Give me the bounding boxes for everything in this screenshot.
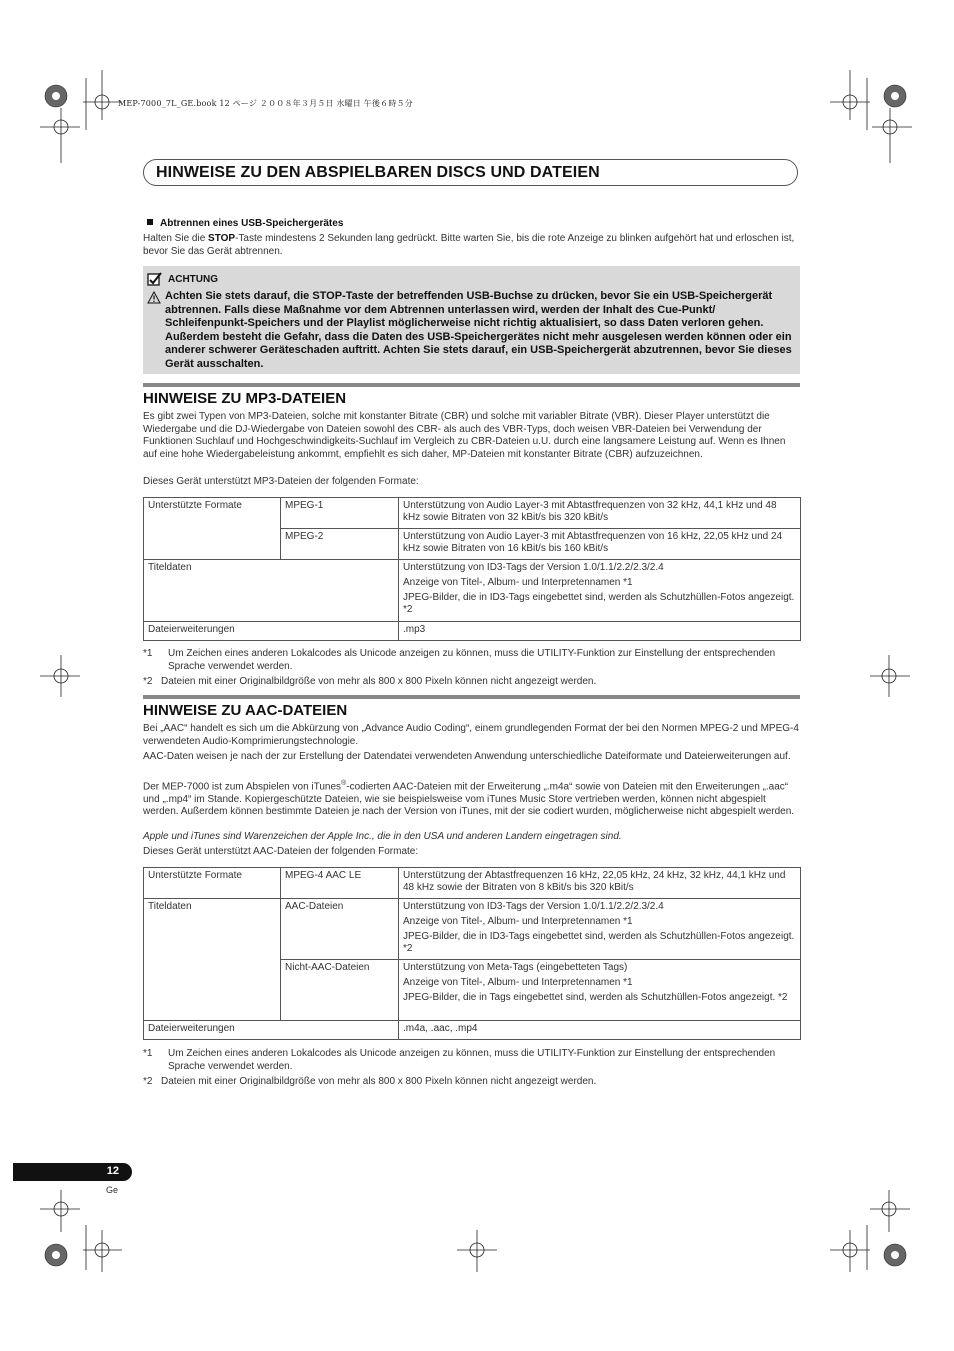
usb-paragraph: Halten Sie die STOP-Taste mindestens 2 Sekunden lang gedrückt. Bitte warten Sie, bis die rote Anzeige zu blinken aufgehört hat und erloschen ist, bevor Sie das Gerät abtrennen.	[143, 233, 795, 257]
page-title-box	[143, 159, 798, 186]
footnote: *1 Um Zeichen eines anderen Lokalcodes als Unicode anzeigen zu können, muss die UTILITY-Funktion zur Einstellung der entsprechenden Sprache verwendet werden.	[143, 1048, 776, 1072]
table-cell: MPEG-4 AAC LE	[281, 868, 399, 899]
mp3-heading: HINWEISE ZU MP3-DATEIEN	[143, 390, 347, 407]
table-cell: Titeldaten	[144, 560, 399, 622]
caution-text: Achten Sie stets darauf, die STOP-Taste der betreffenden USB-Buchse zu drücken, bevor Sie ein USB-Speichergerät abtrennen. Falls diese Maßnahme vor dem Abtrennen unterlassen wird, werden der Inhalt des Cue-Punkt/ Schleifenpunkt-Speichers und der Playlist möglicherweise nicht richtig aktualisiert, so dass Daten verloren gehen. Außerdem besteht die Gefahr, dass die Daten des USB-Speichergerätes nicht mehr ausgelesen werden können oder ein anderer schwerer Geräteschaden auftritt. Achten Sie stets darauf, ein USB-Speichergerät abzutrennen, bevor Sie dieses Gerät ausschalten.	[165, 290, 792, 370]
table-cell: MPEG-1	[281, 498, 399, 529]
aac-paragraph-4: Dieses Gerät unterstützt AAC-Dateien der folgenden Formate:	[143, 846, 419, 857]
section-rule-mp3	[143, 383, 800, 387]
footnote: *1 Um Zeichen eines anderen Lokalcodes als Unicode anzeigen zu können, muss die UTILITY-Funktion zur Einstellung der entsprechenden Sprache verwendet werden.	[143, 648, 776, 672]
table-cell: Nicht-AAC-Dateien	[281, 960, 399, 1021]
aac-format-table	[143, 867, 801, 1040]
footnote: *2 Dateien mit einer Originalbildgröße von mehr als 800 x 800 Pixeln können nicht angezeigt werden.	[143, 676, 597, 687]
table-cell: Unterstützte Formate	[144, 498, 281, 560]
aac-paragraph-2: AAC-Daten weisen je nach der zur Erstellung der Datendatei verwendeten Anwendung unterschiedliche Dateiformate und Dateierweiterungen auf.	[143, 751, 791, 762]
print-info: MEP-7000_7L_GE.book 12 ページ ２００８年３月５日 水曜日 午後６時５分	[118, 99, 413, 108]
mp3-format-table	[143, 497, 801, 641]
table-row	[144, 622, 801, 641]
table-cell: Unterstützung von Audio Layer-3 mit Abtastfrequenzen von 16 kHz, 22,05 kHz und 24 kHz sowie Bitraten von 16 kBit/s bis 160 kBit/s	[399, 529, 801, 560]
page-number: 12	[106, 1165, 119, 1177]
aac-paragraph-1: Bei „AAC“ handelt es sich um die Abkürzung von „Advance Audio Coding“, einem grundlegenden Format der bei den Normen MPEG-2 und MPEG-4 verwendeten Audio-Komprimierungstechnologie.	[143, 723, 799, 747]
table-cell: Unterstützung von Audio Layer-3 mit Abtastfrequenzen von 32 kHz, 44,1 kHz und 48 kHz sowie Bitraten von 32 kBit/s bis 320 kBit/s	[399, 498, 801, 529]
table-cell: Unterstützung von ID3-Tags der Version 1.0/1.1/2.2/2.3/2.4 Anzeige von Titel-, Album- und Interpretennamen *1 JPEG-Bilder, die in ID3-Tags eingebettet sind, werden als Schutzhüllen-Fotos angezeigt. *2	[399, 899, 801, 960]
table-cell: Dateierweiterungen	[144, 1021, 399, 1040]
table-cell: AAC-Dateien	[281, 899, 399, 960]
warning-triangle-icon	[147, 291, 161, 304]
table-row	[144, 1021, 801, 1040]
page-title: HINWEISE ZU DEN ABSPIELBAREN DISCS UND DATEIEN	[156, 164, 600, 181]
table-row	[144, 560, 801, 622]
table-cell: Titeldaten	[144, 899, 281, 1021]
trademark-note: Apple und iTunes sind Warenzeichen der Apple Inc., die in den USA und anderen Landern eingetragen sind.	[143, 831, 622, 842]
checkbox-check-icon	[147, 272, 163, 288]
mp3-paragraph-2: Dieses Gerät unterstützt MP3-Dateien der folgenden Formate:	[143, 476, 419, 487]
table-cell: .mp3	[399, 622, 801, 641]
mp3-paragraph-1: Es gibt zwei Typen von MP3-Dateien, solche mit konstanter Bitrate (CBR) und solche mit variabler Bitrate (VBR). Dieser Player unterstützt die Wiedergabe und die DJ-Wiedergabe von Dateien sowohl des CBR- als auch des VBR-Typs, doch weisen VBR-Dateien bei Verwendung der Funktionen Suchlauf und Hochgeschwindigkeits-Suchlauf im Vergleich zu CBR-Dateien u.U. durch eine langsamere Leistung auf. Wenn es Ihnen auf eine hohe Wiedergabeleistung ankommt, empfiehlt es sich daher, MP-Dateien mit konstanter Bitrate (CBR) aufzuzeichnen.	[143, 411, 786, 460]
section-rule-aac	[143, 695, 800, 699]
table-cell: Unterstützung von Meta-Tags (eingebetteten Tags) Anzeige von Titel-, Album- und Interpretennamen *1 JPEG-Bilder, die in Tags eingebettet sind, werden als Schutzhüllen-Fotos angezeigt. *2	[399, 960, 801, 1021]
mp3-footnotes	[143, 648, 799, 689]
language-code: Ge	[106, 1185, 119, 1195]
table-cell: Unterstützung von ID3-Tags der Version 1.0/1.1/2.2/2.3/2.4 Anzeige von Titel-, Album- und Interpretennamen *1 JPEG-Bilder, die in ID3-Tags eingebettet sind, werden als Schutzhüllen-Fotos angezeigt. *2	[399, 560, 801, 622]
caution-title: ACHTUNG	[168, 274, 218, 285]
aac-footnotes	[143, 1048, 799, 1089]
aac-heading: HINWEISE ZU AAC-DATEIEN	[143, 702, 348, 719]
table-cell: Unterstützte Formate	[144, 868, 281, 899]
table-cell: Dateierweiterungen	[144, 622, 399, 641]
table-row	[144, 498, 801, 529]
aac-paragraph-3: Der MEP-7000 ist zum Abspielen von iTunes®-codierten AAC-Dateien mit der Erweiterung „.m4a“ sowie von Dateien mit den Erweiterungen „.aac“ und „.mp4“ im Stande. Kopiergeschützte Dateien, wie sie beispielsweise vom iTunes Music Store vertrieben werden, können nicht abgespielt werden. Außerdem können bestimmte Dateien je nach der Version von iTunes, mit der sie codiert wurden, möglicherweise nicht abgespielt werden.	[143, 780, 795, 818]
table-row	[144, 899, 801, 960]
table-cell: .m4a, .aac, .mp4	[399, 1021, 801, 1040]
usb-heading: Abtrennen eines USB-Speichergerätes	[147, 218, 343, 229]
table-cell: MPEG-2	[281, 529, 399, 560]
table-row	[144, 868, 801, 899]
page-number-tab	[13, 1163, 132, 1181]
table-cell: Unterstützung der Abtastfrequenzen 16 kHz, 22,05 kHz, 24 kHz, 32 kHz, 44,1 kHz und 48 kHz sowie der Bitraten von 8 kBit/s bis 320 kBit/s	[399, 868, 801, 899]
bullet-square-icon	[147, 219, 153, 225]
footnote: *2 Dateien mit einer Originalbildgröße von mehr als 800 x 800 Pixeln können nicht angezeigt werden.	[143, 1076, 597, 1087]
